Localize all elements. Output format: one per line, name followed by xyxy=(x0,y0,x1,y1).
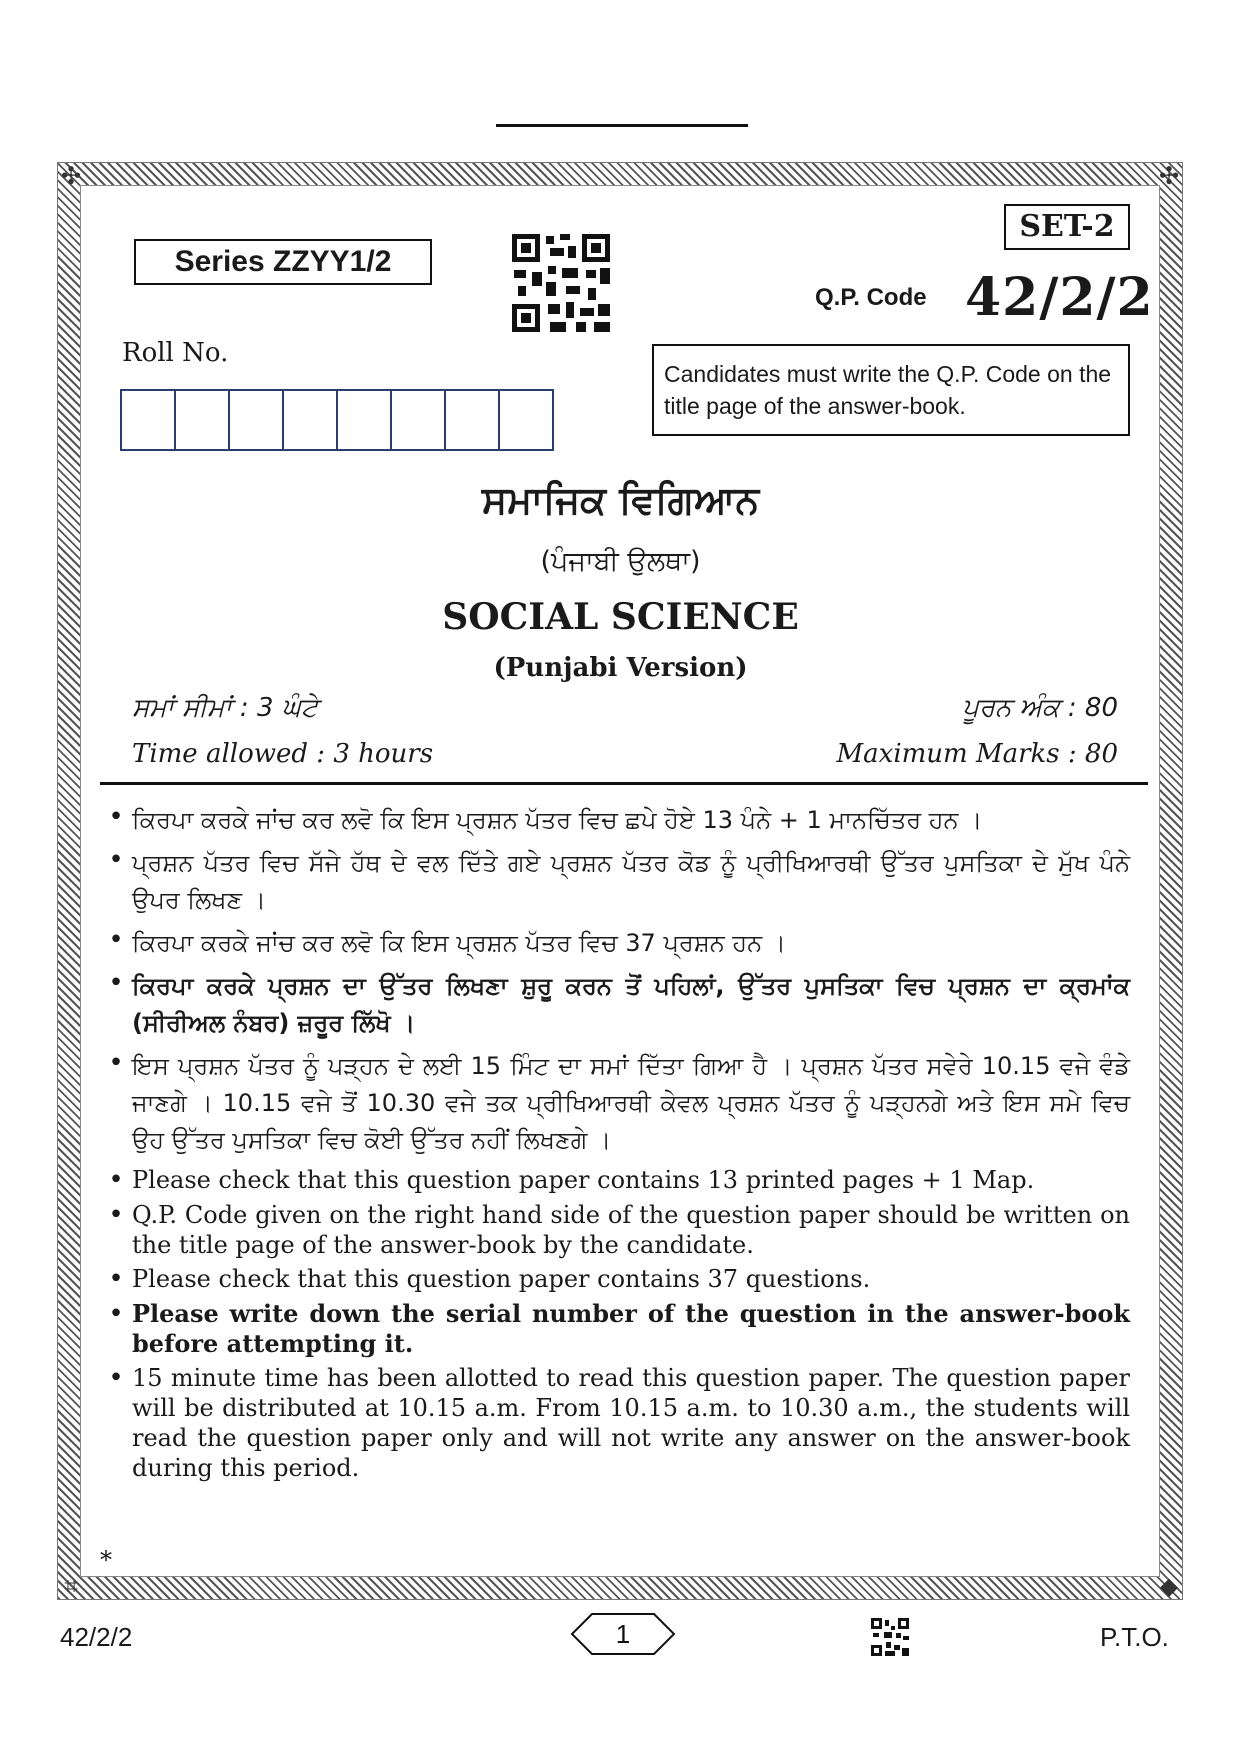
subtitle-english: (Punjabi Version) xyxy=(493,653,748,683)
time-allowed-punjabi: ਸਮਾਂ ਸੀਮਾਂ : 3 ਘੰਟੇ xyxy=(132,693,318,723)
title-punjabi: ਸਮਾਜਿਕ ਵਿਗਿਆਨ xyxy=(481,478,760,522)
candidates-note: Candidates must write the Q.P. Code on the title page of the answer-book. xyxy=(652,344,1130,436)
time-allowed-english: Time allowed : 3 hours xyxy=(132,739,434,769)
instruction-item: • ਕਿਰਪਾ ਕਰਕੇ ਜਾਂਚ ਕਰ ਲਵੋ ਕਿ ਇਸ ਪ੍ਰਸ਼ਨ ਪੱਤਰ ਵਿਚ 37 ਪ੍ਰਸ਼ਨ ਹਨ । xyxy=(100,925,1130,962)
instruction-text: ਪ੍ਰਸ਼ਨ ਪੱਤਰ ਵਿਚ ਸੱਜੇ ਹੱਥ ਦੇ ਵਲ ਦਿੱਤੇ ਗਏ ਪ੍ਰਸ਼ਨ ਪੱਤਰ ਕੋਡ ਨੂੰ ਪ੍ਰੀਖਿਆਰਥੀ ਉੱਤਰ ਪੁਸਤਿਕਾ ਦੇ ਮੁੱਖ ਪੰਨੇ ਉਪਰ ਲਿਖਣ । xyxy=(132,849,1130,914)
roll-digit-box[interactable] xyxy=(444,389,500,451)
roll-digit-box[interactable] xyxy=(390,389,446,451)
series-label: Series ZZYY1/2 xyxy=(134,239,432,285)
asterisk-mark: * xyxy=(100,1546,112,1574)
border-corner-icon: ✣ xyxy=(1158,162,1180,190)
set-badge: SET-2 xyxy=(1004,204,1130,250)
roll-digit-box[interactable] xyxy=(174,389,230,451)
instruction-text: Q.P. Code given on the right hand side of the question paper should be written on the title page of the answer-book by the candidate. xyxy=(132,1201,1130,1259)
top-rule xyxy=(496,124,748,127)
roll-digit-box[interactable] xyxy=(336,389,392,451)
page-number: 1 xyxy=(615,1619,631,1649)
roll-number-boxes[interactable] xyxy=(120,389,552,451)
instruction-text: ਕਿਰਪਾ ਕਰਕੇ ਪ੍ਰਸ਼ਨ ਦਾ ਉੱਤਰ ਲਿਖਣਾ ਸ਼ੁਰੂ ਕਰਨ ਤੋਂ ਪਹਿਲਾਂ, ਉੱਤਰ ਪੁਸਤਿਕਾ ਵਿਚ ਪ੍ਰਸ਼ਨ ਦਾ ਕ੍ਰਮਾਂਕ (ਸੀਰੀਅਲ ਨੰਬਰ) ਜ਼ਰੂਰ ਲਿੱਖੋ । xyxy=(132,972,1130,1037)
small-qr-code-icon xyxy=(871,1618,909,1656)
roll-digit-box[interactable] xyxy=(228,389,284,451)
roll-digit-box[interactable] xyxy=(120,389,176,451)
header-divider xyxy=(100,782,1148,785)
instruction-item: • Please write down the serial number of the question in the answer-book before attempting it. xyxy=(108,1299,1130,1358)
instruction-text: Please check that this question paper contains 13 printed pages + 1 Map. xyxy=(132,1166,1035,1194)
instruction-text: ਇਸ ਪ੍ਰਸ਼ਨ ਪੱਤਰ ਨੂੰ ਪੜ੍ਹਨ ਦੇ ਲਈ 15 ਮਿੰਟ ਦਾ ਸਮਾਂ ਦਿੱਤਾ ਗਿਆ ਹੈ । ਪ੍ਰਸ਼ਨ ਪੱਤਰ ਸਵੇਰੇ 10.15 ਵਜੇ ਵੰਡੇ ਜਾਣਗੇ । 10.15 ਵਜੇ ਤੋਂ 10.30 ਵਜੇ ਤਕ ਪ੍ਰੀਖਿਆਰਥੀ ਕੇਵਲ ਪ੍ਰਸ਼ਨ ਪੱਤਰ ਨੂੰ ਪੜ੍ਹਨਗੇ ਅਤੇ ਇਸ ਸਮੇ ਵਿਚ ਉਹ ਉੱਤਰ ਪੁਸਤਿਕਾ ਵਿਚ ਕੋਈ ਉੱਤਰ ਨਹੀਂ ਲਿਖਣਗੇ । xyxy=(132,1052,1130,1154)
instructions xyxy=(100,802,1130,1487)
instruction-text: 15 minute time has been allotted to read this question paper. The question paper will be distributed at 10.15 a.m. From 10.15 a.m. to 10.30 a.m., the students will read the question paper only and will not write any answer on the answer-book during this period. xyxy=(132,1364,1130,1482)
instruction-item: • ਕਿਰਪਾ ਕਰਕੇ ਪ੍ਰਸ਼ਨ ਦਾ ਉੱਤਰ ਲਿਖਣਾ ਸ਼ੁਰੂ ਕਰਨ ਤੋਂ ਪਹਿਲਾਂ, ਉੱਤਰ ਪੁਸਤਿਕਾ ਵਿਚ ਪ੍ਰਸ਼ਨ ਦਾ ਕ੍ਰਮਾਂਕ (ਸੀਰੀਅਲ ਨੰਬਰ) ਜ਼ਰੂਰ ਲਿੱਖੋ । xyxy=(100,968,1130,1042)
instruction-item: • Please check that this question paper contains 13 printed pages + 1 Map. xyxy=(100,1165,1130,1196)
pto-label: P.T.O. xyxy=(1100,1622,1169,1652)
qr-code-icon xyxy=(510,232,612,334)
roll-number-label: Roll No. xyxy=(122,338,229,368)
max-marks-punjabi: ਪੂਰਨ ਅੰਕ : 80 xyxy=(962,693,1118,723)
roll-digit-box[interactable] xyxy=(498,389,554,451)
instruction-text: ਕਿਰਪਾ ਕਰਕੇ ਜਾਂਚ ਕਰ ਲਵੋ ਕਿ ਇਸ ਪ੍ਰਸ਼ਨ ਪੱਤਰ ਵਿਚ 37 ਪ੍ਰਸ਼ਨ ਹਨ । xyxy=(132,929,786,957)
subtitle-punjabi: (ਪੰਜਾਬੀ ਉਲਥਾ) xyxy=(540,546,701,577)
instruction-item: • Please check that this question paper contains 37 questions. xyxy=(100,1264,1130,1295)
border-corner-icon: ✣ xyxy=(60,162,82,190)
max-marks-english: Maximum Marks : 80 xyxy=(836,739,1118,769)
instruction-item: • ਕਿਰਪਾ ਕਰਕੇ ਜਾਂਚ ਕਰ ਲਵੋ ਕਿ ਇਸ ਪ੍ਰਸ਼ਨ ਪੱਤਰ ਵਿਚ ਛਪੇ ਹੋਏ 13 ਪੰਨੇ + 1 ਮਾਨਚਿੱਤਰ ਹਨ । xyxy=(100,802,1130,839)
border-corner-icon: ⌗ xyxy=(64,1572,78,1600)
instruction-item: • ਇਸ ਪ੍ਰਸ਼ਨ ਪੱਤਰ ਨੂੰ ਪੜ੍ਹਨ ਦੇ ਲਈ 15 ਮਿੰਟ ਦਾ ਸਮਾਂ ਦਿੱਤਾ ਗਿਆ ਹੈ । ਪ੍ਰਸ਼ਨ ਪੱਤਰ ਸਵੇਰੇ 10.15 ਵਜੇ ਵੰਡੇ ਜਾਣਗੇ । 10.15 ਵਜੇ ਤੋਂ 10.30 ਵਜੇ ਤਕ ਪ੍ਰੀਖਿਆਰਥੀ ਕੇਵਲ ਪ੍ਰਸ਼ਨ ਪੱਤਰ ਨੂੰ ਪੜ੍ਹਨਗੇ ਅਤੇ ਇਸ ਸਮੇ ਵਿਚ ਉਹ ਉੱਤਰ ਪੁਸਤਿਕਾ ਵਿਚ ਕੋਈ ਉੱਤਰ ਨਹੀਂ ਲਿਖਣਗੇ । xyxy=(100,1048,1130,1159)
instruction-text: ਕਿਰਪਾ ਕਰਕੇ ਜਾਂਚ ਕਰ ਲਵੋ ਕਿ ਇਸ ਪ੍ਰਸ਼ਨ ਪੱਤਰ ਵਿਚ ਛਪੇ ਹੋਏ 13 ਪੰਨੇ + 1 ਮਾਨਚਿੱਤਰ ਹਨ । xyxy=(132,806,983,834)
qp-code: 42/2/2 xyxy=(965,267,1154,328)
qp-code-label: Q.P. Code xyxy=(815,284,927,311)
title-english: SOCIAL SCIENCE xyxy=(442,596,799,638)
instruction-text: Please write down the serial number of the question in the answer-book before attempting it. xyxy=(132,1299,1130,1358)
instruction-item: • ਪ੍ਰਸ਼ਨ ਪੱਤਰ ਵਿਚ ਸੱਜੇ ਹੱਥ ਦੇ ਵਲ ਦਿੱਤੇ ਗਏ ਪ੍ਰਸ਼ਨ ਪੱਤਰ ਕੋਡ ਨੂੰ ਪ੍ਰੀਖਿਆਰਥੀ ਉੱਤਰ ਪੁਸਤਿਕਾ ਦੇ ਮੁੱਖ ਪੰਨੇ ਉਪਰ ਲਿਖਣ । xyxy=(100,845,1130,919)
footer-code: 42/2/2 xyxy=(60,1622,133,1652)
roll-digit-box[interactable] xyxy=(282,389,338,451)
instruction-text: Please check that this question paper contains 37 questions. xyxy=(132,1265,871,1293)
border-corner-icon: ◆ xyxy=(1159,1572,1179,1600)
page-number-badge xyxy=(570,1612,676,1656)
instruction-item: • Q.P. Code given on the right hand side of the question paper should be written on the title page of the answer-book by the candidate. xyxy=(108,1200,1130,1259)
instruction-item: • 15 minute time has been allotted to read this question paper. The question paper will be distributed at 10.15 a.m. From 10.15 a.m. to 10.30 a.m., the students will read the question paper only and will not write any answer on the answer-book during this period. xyxy=(108,1363,1130,1482)
